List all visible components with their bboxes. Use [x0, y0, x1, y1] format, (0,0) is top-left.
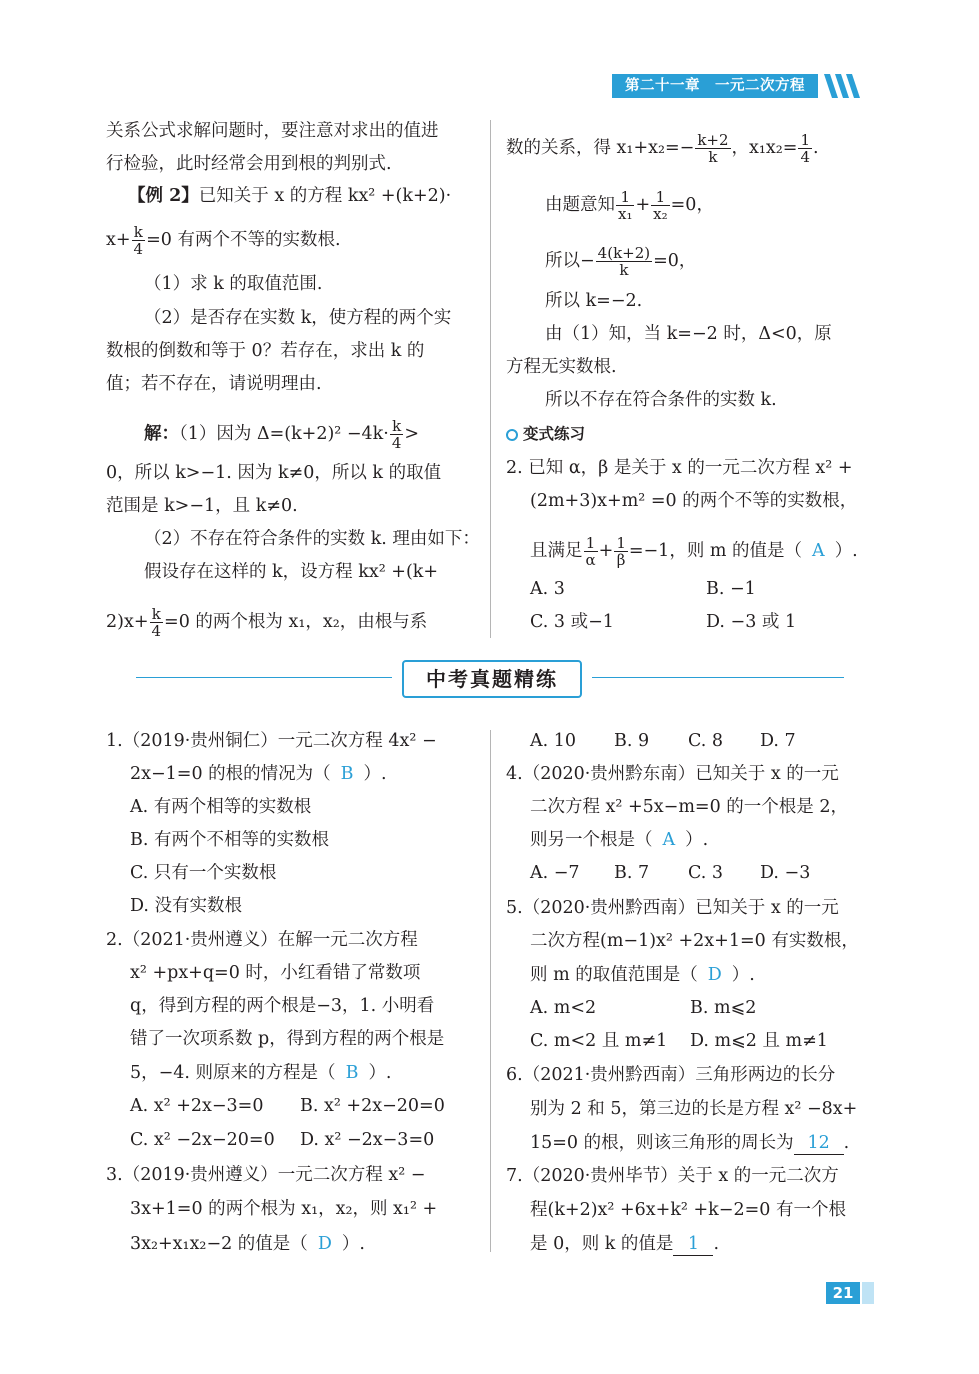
fraction — [390, 418, 404, 451]
section-rule-right — [592, 677, 844, 678]
denominator: α — [585, 551, 596, 569]
circle-bullet-icon — [506, 429, 518, 441]
text-line: 二次方程 x² +5x−m=0 的一个根是 2， — [530, 797, 848, 817]
column-divider — [490, 120, 491, 638]
denominator: k — [708, 148, 718, 166]
option-a: A. 有两个相等的实数根 — [130, 797, 312, 817]
variant-heading-text: 变式练习 — [523, 425, 586, 443]
chapter-header — [612, 74, 874, 98]
answer: B — [345, 1063, 359, 1083]
fraction — [798, 132, 812, 165]
text-line: 别为 2 和 5，第三边的长是方程 x² −8x+ — [530, 1099, 858, 1119]
text-span: 2x−1=0 的根的情况为（ — [130, 764, 331, 784]
text-line: 由（1）知，当 k=−2 时，Δ<0，原 — [545, 324, 832, 344]
relation-line — [506, 132, 819, 165]
option-a: A. 3 — [530, 579, 565, 599]
text-span: + — [598, 541, 614, 561]
text-span: . — [713, 1234, 720, 1254]
text-span: 15=0 的根，则该三角形的周长为 — [530, 1133, 794, 1153]
answer-blank: 1 — [673, 1233, 713, 1256]
text-span: ）. — [685, 830, 709, 850]
denominator: 4 — [151, 622, 162, 640]
text-line: 7.（2020·贵州毕节）关于 x 的一元二次方 — [506, 1166, 839, 1186]
option-c: C. 只有一个实数根 — [130, 863, 277, 883]
fraction — [614, 535, 628, 568]
solution-label: 解： — [144, 424, 179, 444]
option-b: B. 9 — [614, 731, 650, 751]
option-c: C. m<2 且 m≠1 — [530, 1031, 668, 1051]
text-span: ）. — [363, 764, 387, 784]
text-span: ）. — [834, 541, 858, 561]
option-d: D. −3 或 1 — [706, 612, 797, 632]
text-line: 错了一次项系数 p，得到方程的两个根是 — [130, 1029, 445, 1049]
text-span: （1）因为 Δ=(k+2)² −4k· — [179, 424, 389, 444]
text-span: 3x₂+x₁x₂−2 的值是（ — [130, 1234, 308, 1254]
numerator: 1 — [616, 189, 634, 206]
text-span: 且满足 — [530, 541, 583, 561]
option-b: B. −1 — [706, 579, 756, 599]
text-span: . — [813, 138, 819, 158]
text-line: 所以不存在符合条件的实数 k. — [545, 390, 777, 410]
text-line — [530, 1233, 719, 1256]
condition-line — [530, 535, 858, 568]
numerator: k+2 — [697, 131, 729, 149]
text-span: 5，−4. 则原来的方程是（ — [130, 1063, 336, 1083]
page-number-tab — [862, 1282, 874, 1304]
therefore-line — [545, 245, 696, 278]
text-span: 由题意知 — [545, 195, 615, 215]
text-line: 关系公式求解问题时，要注意对求出的值进 — [106, 121, 439, 141]
answer: D — [317, 1234, 332, 1254]
answer-blank: 12 — [794, 1132, 844, 1155]
option-c: C. x² −2x−20=0 — [130, 1130, 275, 1150]
condition-line — [545, 189, 714, 222]
text-line: 数根的倒数和等于 0？若存在，求出 k 的 — [106, 341, 425, 361]
numerator: k — [390, 418, 404, 435]
header-stripes-decoration — [822, 74, 874, 98]
text-line: 1.（2019·贵州铜仁）一元二次方程 4x² − — [106, 731, 437, 751]
option-d: D. 没有实数根 — [130, 896, 243, 916]
fraction — [596, 245, 652, 278]
text-span: 则 m 的取值范围是（ — [530, 965, 698, 985]
text-span: ，x₁x₂= — [731, 138, 798, 158]
denominator: 4 — [391, 434, 402, 452]
text-span: =0， — [653, 251, 697, 271]
option-b: B. x² +2x−20=0 — [300, 1096, 445, 1116]
text-span: 数的关系，得 x₁+x₂=− — [506, 138, 695, 158]
example-label: 【例 2】 — [128, 186, 199, 206]
example-line-2 — [106, 224, 341, 257]
text-span: 则另一个根是（ — [530, 830, 653, 850]
text-line: 2. 已知 α，β 是关于 x 的一元二次方程 x² + — [506, 458, 853, 478]
text-line — [130, 1062, 392, 1084]
text-span: ）. — [341, 1234, 365, 1254]
text-line: 5.（2020·贵州黔西南）已知关于 x 的一元 — [506, 898, 839, 918]
text-span: x+ — [106, 230, 131, 250]
numerator: 1 — [651, 189, 669, 206]
section-rule-left — [136, 677, 392, 678]
example-text: 已知关于 x 的方程 kx² +(k+2)· — [198, 186, 452, 206]
numerator: 4(k+2) — [597, 244, 651, 262]
text-line: 程(k+2)x² +6x+k² +k−2=0 有一个根 — [530, 1200, 846, 1220]
fraction — [695, 132, 730, 165]
numerator: k — [150, 606, 164, 623]
text-line: 方程无实数根. — [506, 357, 617, 377]
text-line: q，得到方程的两个根是−3，1. 小明看 — [130, 996, 435, 1016]
option-a: A. −7 — [530, 863, 580, 883]
solution-line-1 — [144, 418, 419, 451]
text-line: (2m+3)x+m² =0 的两个不等的实数根， — [530, 491, 858, 511]
option-d: D. −3 — [760, 863, 811, 883]
text-span: =0， — [670, 195, 714, 215]
option-a: A. m<2 — [530, 998, 597, 1018]
text-line: 0，所以 k>−1. 因为 k≠0，所以 k 的取值 — [106, 463, 442, 483]
column-divider — [490, 730, 491, 1252]
answer: A — [662, 830, 676, 850]
example-line — [128, 185, 451, 207]
text-span: =−1，则 m 的值是（ — [628, 541, 803, 561]
option-a: A. 10 — [530, 731, 577, 751]
text-line: x² +px+q=0 时，小红看错了常数项 — [130, 963, 421, 983]
text-span: + — [635, 195, 651, 215]
denominator: k — [619, 261, 629, 279]
option-d: D. m⩽2 且 m≠1 — [690, 1031, 828, 1051]
fraction — [150, 606, 164, 639]
text-span: > — [404, 424, 420, 444]
option-b: B. 7 — [614, 863, 650, 883]
option-c: C. 3 — [688, 863, 724, 883]
fraction — [132, 224, 146, 257]
text-line: 假设存在这样的 k，设方程 kx² +(k+ — [144, 562, 439, 582]
text-line: 3.（2019·贵州遵义）一元二次方程 x² − — [106, 1165, 426, 1185]
text-line: 行检验，此时经常会用到根的判别式. — [106, 154, 392, 174]
text-line — [530, 964, 755, 986]
option-c: C. 3 或−1 — [530, 612, 614, 632]
solution-line-6 — [106, 606, 427, 639]
text-line: 6.（2021·贵州黔西南）三角形两边的长分 — [506, 1065, 836, 1085]
fraction — [616, 189, 634, 222]
answer: B — [340, 764, 354, 784]
text-line: 范围是 k>−1，且 k≠0. — [106, 496, 298, 516]
answer: A — [812, 541, 825, 561]
text-line: 3x+1=0 的两个根为 x₁，x₂，则 x₁² + — [130, 1199, 438, 1219]
page-number-text: 21 — [826, 1282, 860, 1304]
text-line: 值；若不存在，请说明理由. — [106, 374, 322, 394]
denominator: 4 — [133, 240, 144, 258]
text-span: =0 有两个不等的实数根. — [146, 230, 341, 250]
section-title: 中考真题精练 — [402, 660, 582, 698]
page-number — [826, 1282, 874, 1304]
text-span: . — [843, 1133, 850, 1153]
denominator: β — [616, 551, 626, 569]
text-line: （2）不存在符合条件的实数 k. 理由如下： — [144, 529, 480, 549]
text-line — [530, 829, 708, 851]
text-span: 2)x+ — [106, 612, 149, 632]
text-span: =0 的两个根为 x₁，x₂，由根与系 — [164, 612, 428, 632]
option-b: B. m⩽2 — [690, 998, 757, 1018]
option-d: D. 7 — [760, 731, 796, 751]
text-span: ）. — [731, 965, 755, 985]
answer: D — [707, 965, 722, 985]
text-line — [530, 1132, 849, 1155]
text-line: 2.（2021·贵州遵义）在解一元二次方程 — [106, 930, 418, 950]
numerator: k — [132, 224, 146, 241]
text-line — [130, 763, 387, 785]
variant-heading — [506, 423, 585, 445]
numerator: 1 — [616, 534, 626, 552]
question-1: （1）求 k 的取值范围. — [144, 274, 323, 294]
text-line: 二次方程(m−1)x² +2x+1=0 有实数根， — [530, 931, 859, 951]
option-d: D. x² −2x−3=0 — [300, 1130, 435, 1150]
option-c: C. 8 — [688, 731, 724, 751]
text-line — [130, 1233, 365, 1255]
chapter-title: 第二十一章 一元二次方程 — [612, 74, 818, 98]
question-2: （2）是否存在实数 k，使方程的两个实 — [144, 308, 452, 328]
option-b: B. 有两个不相等的实数根 — [130, 830, 329, 850]
numerator: 1 — [584, 535, 598, 552]
fraction — [651, 189, 669, 222]
text-span: 是 0，则 k 的值是 — [530, 1234, 674, 1254]
denominator: x₂ — [653, 205, 668, 223]
text-line: 所以 k=−2. — [545, 291, 643, 311]
text-span: 所以− — [545, 251, 595, 271]
option-a: A. x² +2x−3=0 — [130, 1096, 264, 1116]
fraction — [584, 535, 598, 568]
denominator: 4 — [800, 148, 811, 166]
denominator: x₁ — [618, 205, 633, 223]
text-line: 4.（2020·贵州黔东南）已知关于 x 的一元 — [506, 764, 839, 784]
numerator: 1 — [800, 131, 811, 149]
text-span: ）. — [368, 1063, 392, 1083]
